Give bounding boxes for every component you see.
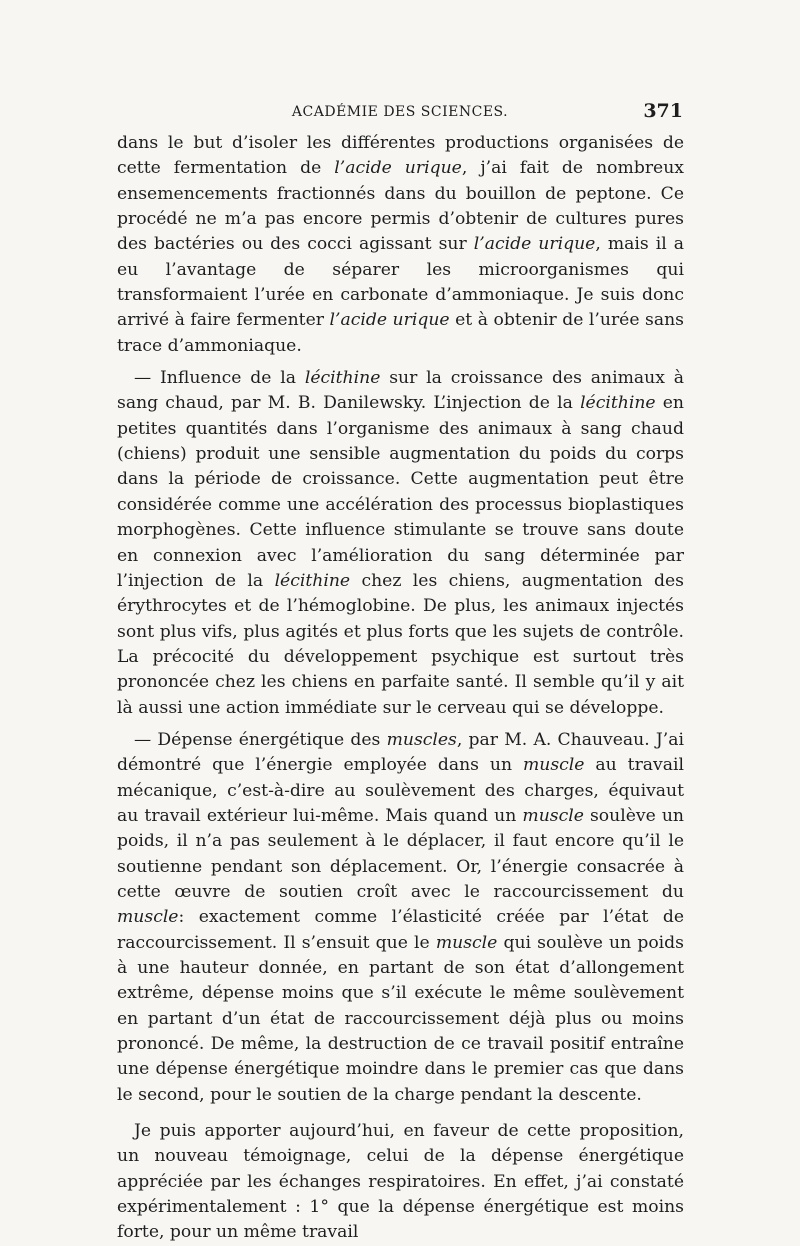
italic-term: l’acide urique <box>329 310 450 331</box>
text-run: Je puis apporter aujourd’hui, en faveur de cette proposition, un nouveau témoignage, celui de la dépense énergétique appréciée par les échanges respiratoires. En effet, j’ai constaté expérimentalement : 1° que la dépense énergétique est moins forte, pour un même travail <box>117 1121 684 1243</box>
page-number: 371 <box>643 100 683 122</box>
text-run: au travail mécanique, c’est-à-dire au soulèvement des charges, équivaut au travail extérieur lui-même. Mais quand un <box>117 755 684 826</box>
body-text <box>117 131 684 1246</box>
running-title: ACADÉMIE DES SCIENCES. <box>291 104 509 120</box>
text-run: , mais il a eu l’avantage de séparer les microorganismes qui transformaient l’urée en carbonate d’ammoniaque. Je suis donc arrivé à faire fermenter <box>117 234 684 331</box>
italic-term: muscle <box>522 805 584 826</box>
italic-term: lécithine <box>274 570 351 591</box>
text-run: sur la croissance des animaux à sang chaud, par M. B. Danilewsky. L’injection de la <box>117 368 685 414</box>
paragraph-lecithine <box>117 366 684 721</box>
italic-term: muscle <box>435 932 498 953</box>
text-run: et à obtenir de l’urée sans trace d’ammoniaque. <box>117 310 684 356</box>
italic-term: muscles <box>386 729 457 750</box>
text-run: : exactement comme l’élasticité créée par l’état de raccourcissement. Il s’ensuit que le <box>117 907 684 953</box>
italic-term: lécithine <box>304 368 381 389</box>
text-run: — Influence de la <box>134 368 305 389</box>
italic-term: muscle <box>117 907 179 928</box>
italic-term: l’acide urique <box>473 234 596 255</box>
text-run: , par M. A. Chauveau. J’ai démontré que l’énergie employée dans un <box>117 729 684 776</box>
paragraph-muscles <box>117 728 684 1108</box>
text-run: — Dépense énergétique des <box>134 729 387 750</box>
text-run: en petites quantités dans l’organisme des animaux à sang chaud (chiens) produit une sensible augmentation du poids du corps dans la période de croissance. Cette augmentation peut être considérée comme une accélération des processus bioplastiques morphogènes. Cette influence stimulante se trouve sans doute en connexion avec l’amélioration du sang déterminée par l’injection de la <box>117 393 684 591</box>
italic-term: muscle <box>522 755 585 776</box>
paragraph-urique-continuation <box>117 131 684 359</box>
running-head <box>117 100 683 124</box>
text-run: , j’ai fait de nombreux ensemencements fractionnés dans du bouillon de peptone. Ce procédé ne m’a pas encore permis d’obtenir de cultures pures des bactéries ou des cocci agissant sur <box>117 158 684 255</box>
text-run: qui soulève un poids à une hauteur donnée, en partant de son état d’allongement extrême, dépense moins que s’il exécute le même soulèvement en partant d’un état de raccourcissement déjà plus ou moins prononcé. De même, la destruction de ce travail positif entraîne une dépense énergétique moindre dans le premier cas que dans le second, pour le soutien de la charge pendant la descente. <box>117 932 684 1105</box>
italic-term: l’acide urique <box>334 158 462 179</box>
italic-term: lécithine <box>580 393 656 414</box>
paragraph-respiratory <box>117 1119 684 1246</box>
text-run: dans le but d’isoler les différentes productions organisées de cette fermentation de <box>117 133 684 179</box>
text-run: chez les chiens, augmentation des érythrocytes et de l’hémoglobine. De plus, les animaux injectés sont plus vifs, plus agités et plus forts que les sujets de contrôle. La précocité du développement psychique est surtout très prononcée chez les chiens en parfaite santé. Il semble qu’il y ait là aussi une action immédiate sur le cerveau qui se développe. <box>117 570 684 718</box>
text-run: soulève un poids, il n’a pas seulement à le déplacer, il faut encore qu’il le soutienne pendant son déplacement. Or, l’énergie consacrée à cette œuvre de soutien croît avec le raccourcissement du <box>117 805 684 902</box>
